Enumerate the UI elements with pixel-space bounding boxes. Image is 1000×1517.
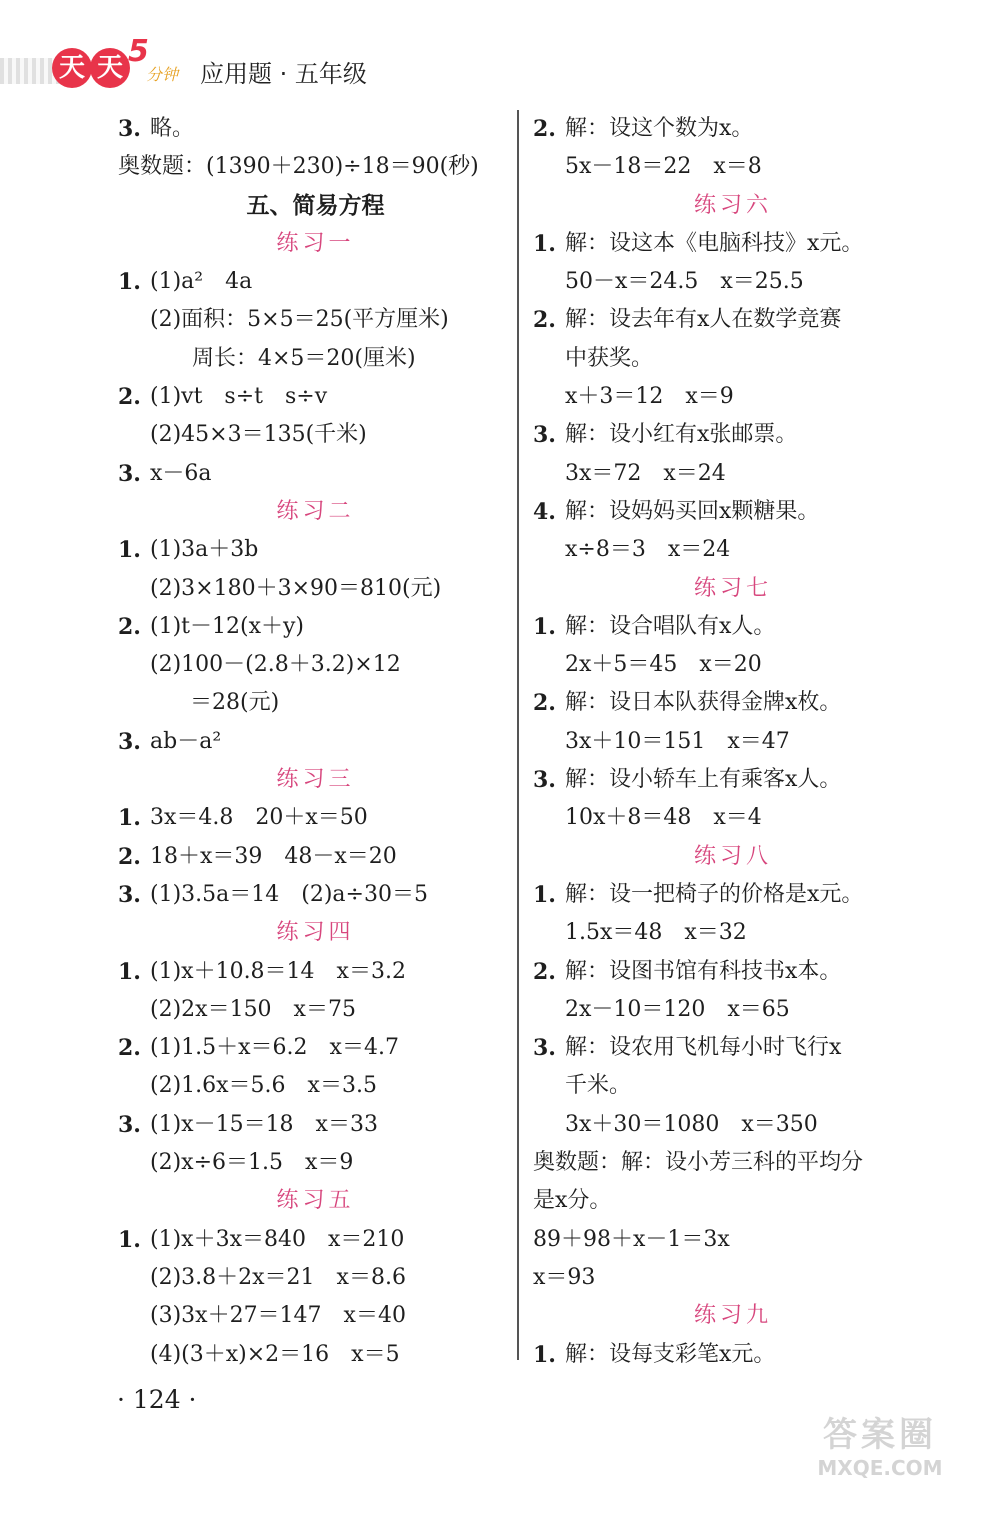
item-number: 3. (533, 767, 556, 794)
answer-text: 略。 (150, 116, 195, 141)
answer-text: 千米。 (565, 1073, 632, 1099)
answer-text: 3x＝4.8 20＋x＝50 (150, 805, 368, 831)
answer-text: 解：设合唱队有x人。 (565, 613, 776, 639)
exercise-heading: 练习五 (276, 1188, 355, 1214)
answer-text: (3)3x＋27＝147 x＝40 (150, 1303, 406, 1329)
answer-line (533, 110, 933, 148)
answer-text: 解：设小红有x张邮票。 (565, 422, 798, 448)
exercise-heading: 练习一 (276, 230, 355, 256)
answer-line (118, 263, 513, 301)
answer-line (533, 991, 933, 1029)
answer-text: x－6a (150, 460, 212, 486)
answer-line (118, 1144, 513, 1182)
answer-line (118, 1221, 513, 1259)
exercise-heading: 练习四 (276, 920, 355, 946)
answer-line (118, 416, 513, 454)
answer-line (533, 723, 933, 761)
item-number: 1. (118, 805, 141, 832)
answer-line (118, 1259, 513, 1297)
watermark-top: 答案圈 (823, 1415, 937, 1455)
answer-text: 5x－18＝22 x＝8 (565, 154, 762, 180)
answer-line (533, 1336, 933, 1374)
item-number: 3. (118, 881, 141, 908)
answer-text: 50－x＝24.5 x＝25.5 (565, 269, 804, 295)
answer-line (533, 1029, 933, 1067)
answer-line (118, 723, 513, 761)
item-number: 2. (118, 1035, 141, 1062)
right-column (533, 110, 933, 1374)
item-number: 3. (118, 1111, 141, 1138)
answer-line (533, 953, 933, 991)
watermark (790, 1407, 970, 1487)
answer-line (533, 340, 933, 378)
answer-line (118, 1029, 513, 1067)
answer-text: (1)t－12(x＋y) (150, 613, 305, 639)
answer-line (118, 876, 513, 914)
answer-text: 18＋x＝39 48－x＝20 (150, 843, 397, 869)
exercise-heading: 练习九 (693, 1303, 772, 1329)
answer-line (118, 646, 513, 684)
answer-line (533, 531, 933, 569)
answer-text: 3x＋10＝151 x＝47 (565, 728, 790, 754)
answer-line (118, 570, 513, 608)
item-number: 2. (533, 307, 556, 334)
answer-text: 解：设这本《电脑科技》x元。 (565, 230, 864, 256)
item-number: 2. (533, 690, 556, 717)
answer-line (533, 225, 933, 263)
column-divider (517, 110, 519, 1360)
answer-text: 1.5x＝48 x＝32 (565, 920, 747, 946)
answer-text: (2)100－(2.8＋3.2)×12 (150, 652, 401, 678)
answer-text: 2x－10＝120 x＝65 (565, 996, 790, 1022)
exercise-heading: 练习八 (693, 843, 772, 869)
answer-text: 89＋98＋x－1＝3x (533, 1226, 730, 1252)
item-number: 2. (118, 613, 141, 640)
answer-text: 奥数题：(1390＋230)÷18＝90(秒) (118, 154, 479, 180)
answer-text: (1)x＋10.8＝14 x＝3.2 (150, 958, 406, 984)
item-number: 3. (118, 460, 141, 487)
answer-line (533, 455, 933, 493)
item-number: 4. (533, 498, 556, 525)
answer-line (118, 378, 513, 416)
logo-subtitle: 分钟 (146, 65, 179, 84)
answer-line (533, 1259, 933, 1297)
item-number: 2. (533, 116, 556, 142)
answer-line (533, 799, 933, 837)
answer-line (118, 799, 513, 837)
item-number: 2. (533, 958, 556, 985)
answer-line (533, 876, 933, 914)
section-title: 五、简易方程 (246, 191, 385, 219)
answer-text: 中获奖。 (565, 345, 654, 371)
answer-text: 解：设一把椅子的价格是x元。 (565, 881, 864, 907)
answer-text: (4)(3＋x)×2＝16 x＝5 (150, 1341, 400, 1367)
answer-text: (2)3×180＋3×90＝810(元) (150, 575, 442, 601)
item-number: 1. (118, 958, 141, 985)
answer-text: 解：设图书馆有科技书x本。 (565, 958, 842, 984)
answer-line (533, 416, 933, 454)
answer-line (533, 1106, 933, 1144)
answer-line (533, 1182, 933, 1220)
answer-line (118, 148, 513, 186)
answer-text: 解：设这个数为x。 (565, 116, 754, 141)
item-number: 1. (118, 537, 141, 564)
answer-line (533, 684, 933, 722)
item-number: 1. (533, 613, 556, 640)
logo-char-1: 天 (52, 48, 92, 88)
answer-line (533, 1221, 933, 1259)
item-number: 1. (533, 881, 556, 908)
item-number: 3. (533, 422, 556, 449)
exercise-heading: 练习二 (276, 498, 355, 524)
watermark-bottom: MXQE.COM (817, 1456, 943, 1480)
page-header (0, 34, 520, 100)
answer-line (118, 301, 513, 339)
exercise-heading: 练习六 (693, 192, 772, 218)
answer-text: (1)3.5a＝14 (2)a÷30＝5 (150, 881, 428, 907)
answer-text: 是x分。 (533, 1188, 612, 1214)
answer-line (118, 1297, 513, 1335)
answer-text: 周长：4×5＝20(厘米) (192, 345, 416, 371)
answer-text: (2)2x＝150 x＝75 (150, 996, 356, 1022)
answer-line (118, 1336, 513, 1374)
answer-line (118, 110, 513, 148)
logo-five: 5 (128, 34, 149, 69)
answer-line (533, 493, 933, 531)
answer-text: 解：设日本队获得金牌x枚。 (565, 690, 842, 716)
item-number: 1. (118, 269, 141, 296)
item-number: 1. (533, 230, 556, 257)
answer-line (533, 263, 933, 301)
answer-line (118, 608, 513, 646)
answer-text: (1)vt s÷t s÷v (150, 384, 328, 410)
answer-line (118, 455, 513, 493)
answer-text: (2)1.6x＝5.6 x＝3.5 (150, 1073, 377, 1099)
answer-text: ＝28(元) (190, 690, 280, 716)
answer-line (118, 531, 513, 569)
item-number: 2. (118, 843, 141, 870)
answer-line (533, 914, 933, 952)
answer-text: 解：设妈妈买回x颗糖果。 (565, 498, 820, 524)
answer-text: (2)x÷6＝1.5 x＝9 (150, 1150, 354, 1176)
answer-text: ab－a² (150, 728, 222, 754)
item-number: 2. (118, 384, 141, 411)
answer-line (533, 1067, 933, 1105)
answer-text: (1)a² 4a (150, 269, 253, 295)
logo-char-2: 天 (90, 48, 130, 88)
answer-text: 3x＝72 x＝24 (565, 460, 726, 486)
answer-text: (2)面积：5×5＝25(平方厘米) (150, 307, 449, 333)
answer-text: (2)3.8＋2x＝21 x＝8.6 (150, 1264, 406, 1290)
item-number: 3. (118, 728, 141, 755)
answer-text: 2x＋5＝45 x＝20 (565, 652, 762, 678)
answer-line (118, 684, 513, 722)
header-title: 应用题 · 五年级 (200, 60, 367, 88)
answer-text: 10x＋8＝48 x＝4 (565, 805, 762, 831)
answer-line (533, 1144, 933, 1182)
answer-text: 解：设每支彩笔x元。 (565, 1341, 776, 1367)
answer-line (118, 1067, 513, 1105)
exercise-heading: 练习三 (276, 767, 355, 793)
answer-line (533, 148, 933, 186)
answer-text: 解：设小轿车上有乘客x人。 (565, 767, 842, 793)
answer-line (533, 761, 933, 799)
answer-line (533, 378, 933, 416)
answer-line (118, 1106, 513, 1144)
item-number: 1. (118, 1226, 141, 1253)
left-column (118, 110, 513, 1374)
item-number: 1. (533, 1341, 556, 1368)
answer-line (118, 340, 513, 378)
answer-text: (2)45×3＝135(千米) (150, 422, 367, 448)
answer-text: (1)3a＋3b (150, 537, 259, 563)
answer-text: x÷8＝3 x＝24 (565, 537, 731, 563)
answer-text: 3x＋30＝1080 x＝350 (565, 1111, 818, 1137)
item-number: 3. (118, 116, 141, 142)
answer-line (533, 608, 933, 646)
answer-text: x＝93 (533, 1264, 596, 1290)
answer-text: 解：设去年有x人在数学竞赛 (565, 307, 842, 333)
answer-text: (1)x＋3x＝840 x＝210 (150, 1226, 405, 1252)
answer-line (118, 838, 513, 876)
answer-line (533, 301, 933, 339)
answer-text: (1)x－15＝18 x＝33 (150, 1111, 378, 1137)
answer-text: 奥数题：解：设小芳三科的平均分 (533, 1150, 864, 1176)
answer-text: x＋3＝12 x＝9 (565, 384, 734, 410)
item-number: 3. (533, 1035, 556, 1062)
answer-line (118, 991, 513, 1029)
exercise-heading: 练习七 (693, 575, 772, 601)
answer-text: (1)1.5＋x＝6.2 x＝4.7 (150, 1035, 399, 1061)
page-number: · 124 · (117, 1385, 197, 1414)
answer-text: 解：设农用飞机每小时飞行x (565, 1035, 842, 1061)
answer-line (533, 646, 933, 684)
answer-line (118, 953, 513, 991)
